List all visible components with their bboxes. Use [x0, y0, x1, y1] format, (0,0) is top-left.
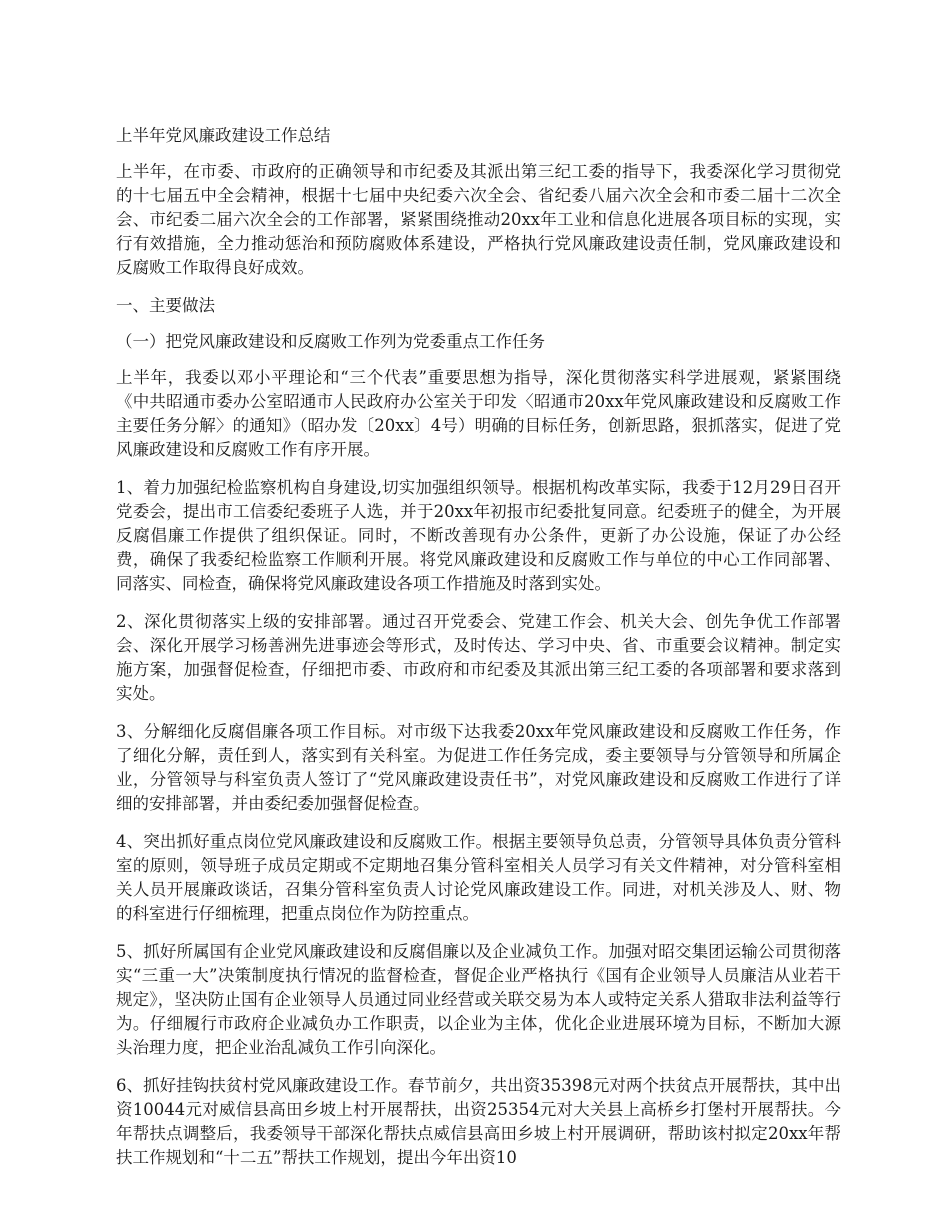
- list-item-6: 6、抓好挂钩扶贫村党风廉政建设工作。春节前夕，共出资35398元对两个扶贫点开展帮扶，其中出资10044元对威信县高田乡坡上村开展帮扶，出资25354元对大关县上高桥乡打堡村开展帮扶。今年帮扶点调整后，我委领导干部深化帮扶点威信县高田乡坡上村开展调研，帮助该村拟定20xx年帮扶工作规划和“十二五”帮扶工作规划，提出今年出资10: [116, 1076, 841, 1167]
- document-title: 上半年党风廉政建设工作总结: [116, 126, 331, 145]
- intro-paragraph: 上半年，在市委、市政府的正确领导和市纪委及其派出第三纪工委的指导下，我委深化学习贯彻党的十七届五中全会精神，根据十七届中央纪委六次全会、省纪委八届六次全会和市委二届十二次全会、市纪委二届六次全会的工作部署，紧紧围绕推动20xx年工业和信息化进展各项目标的实现，实行有效措施，全力推动惩治和预防腐败体系建设，严格执行党风廉政建设责任制，党风廉政建设和反腐败工作取得良好成效。: [116, 162, 841, 277]
- list-item-3: 3、分解细化反腐倡廉各项工作目标。对市级下达我委20xx年党风廉政建设和反腐败工作任务，作了细化分解，责任到人，落实到有关科室。为促进工作任务完成，委主要领导与分管领导和所属企业，分管领导与科室负责人签订了“党风廉政建设责任书”，对党风廉政建设和反腐败工作进行了详细的安排部署，并由委纪委加强督促检查。: [116, 722, 841, 813]
- list-item-1: 1、着力加强纪检监察机构自身建设,切实加强组织领导。根据机构改革实际，我委于12月29日召开党委会，提出市工信委纪委班子人选，并于20xx年初报市纪委批复同意。纪委班子的健全，为开展反腐倡廉工作提供了组织保证。同时，不断改善现有办公条件，更新了办公设施，保证了办公经费，确保了我委纪检监察工作顺利开展。将党风廉政建设和反腐败工作与单位的中心工作同部署、同落实、同检查，确保将党风廉政建设各项工作措施及时落到实处。: [116, 478, 841, 593]
- list-item-4: 4、突出抓好重点岗位党风廉政建设和反腐败工作。根据主要领导负总责，分管领导具体负责分管科室的原则，领导班子成员定期或不定期地召集分管科室相关人员学习有关文件精神，对分管科室相关人员开展廉政谈话，召集分管科室负责人讨论党风廉政建设工作。同进，对机关涉及人、财、物的科室进行仔细梳理，把重点岗位作为防控重点。: [116, 832, 841, 923]
- subsection-1-paragraph: 上半年，我委以邓小平理论和“三个代表”重要思想为指导，深化贯彻落实科学进展观，紧紧围绕《中共昭通市委办公室昭通市人民政府办公室关于印发〈昭通市20xx年党风廉政建设和反腐败工作主要任务分解〉的通知》（昭办发〔20xx〕4号）明确的目标任务，创新思路，狠抓落实，促进了党风廉政建设和反腐败工作有序开展。: [116, 368, 841, 459]
- section-heading-main-practices: 一、主要做法: [116, 296, 215, 315]
- document-page: [116, 124, 841, 1184]
- subsection-heading-1: （一）把党风廉政建设和反腐败工作列为党委重点工作任务: [116, 332, 545, 351]
- list-item-5: 5、抓好所属国有企业党风廉政建设和反腐倡廉以及企业减负工作。加强对昭交集团运输公司贯彻落实“三重一大”决策制度执行情况的监督检查，督促企业严格执行《国有企业领导人员廉洁从业若干规定》，坚决防止国有企业领导人员通过同业经营或关联交易为本人或特定关系人猎取非法利益等行为。仔细履行市政府企业减负办工作职责，以企业为主体，优化企业进展环境为目标，不断加大源头治理力度，把企业治乱减负工作引向深化。: [116, 942, 841, 1057]
- list-item-2: 2、深化贯彻落实上级的安排部署。通过召开党委会、党建工作会、机关大会、创先争优工作部署会、深化开展学习杨善洲先进事迹会等形式，及时传达、学习中央、省、市重要会议精神。制定实施方案，加强督促检查，仔细把市委、市政府和市纪委及其派出第三纪工委的各项部署和要求落到实处。: [116, 612, 841, 703]
